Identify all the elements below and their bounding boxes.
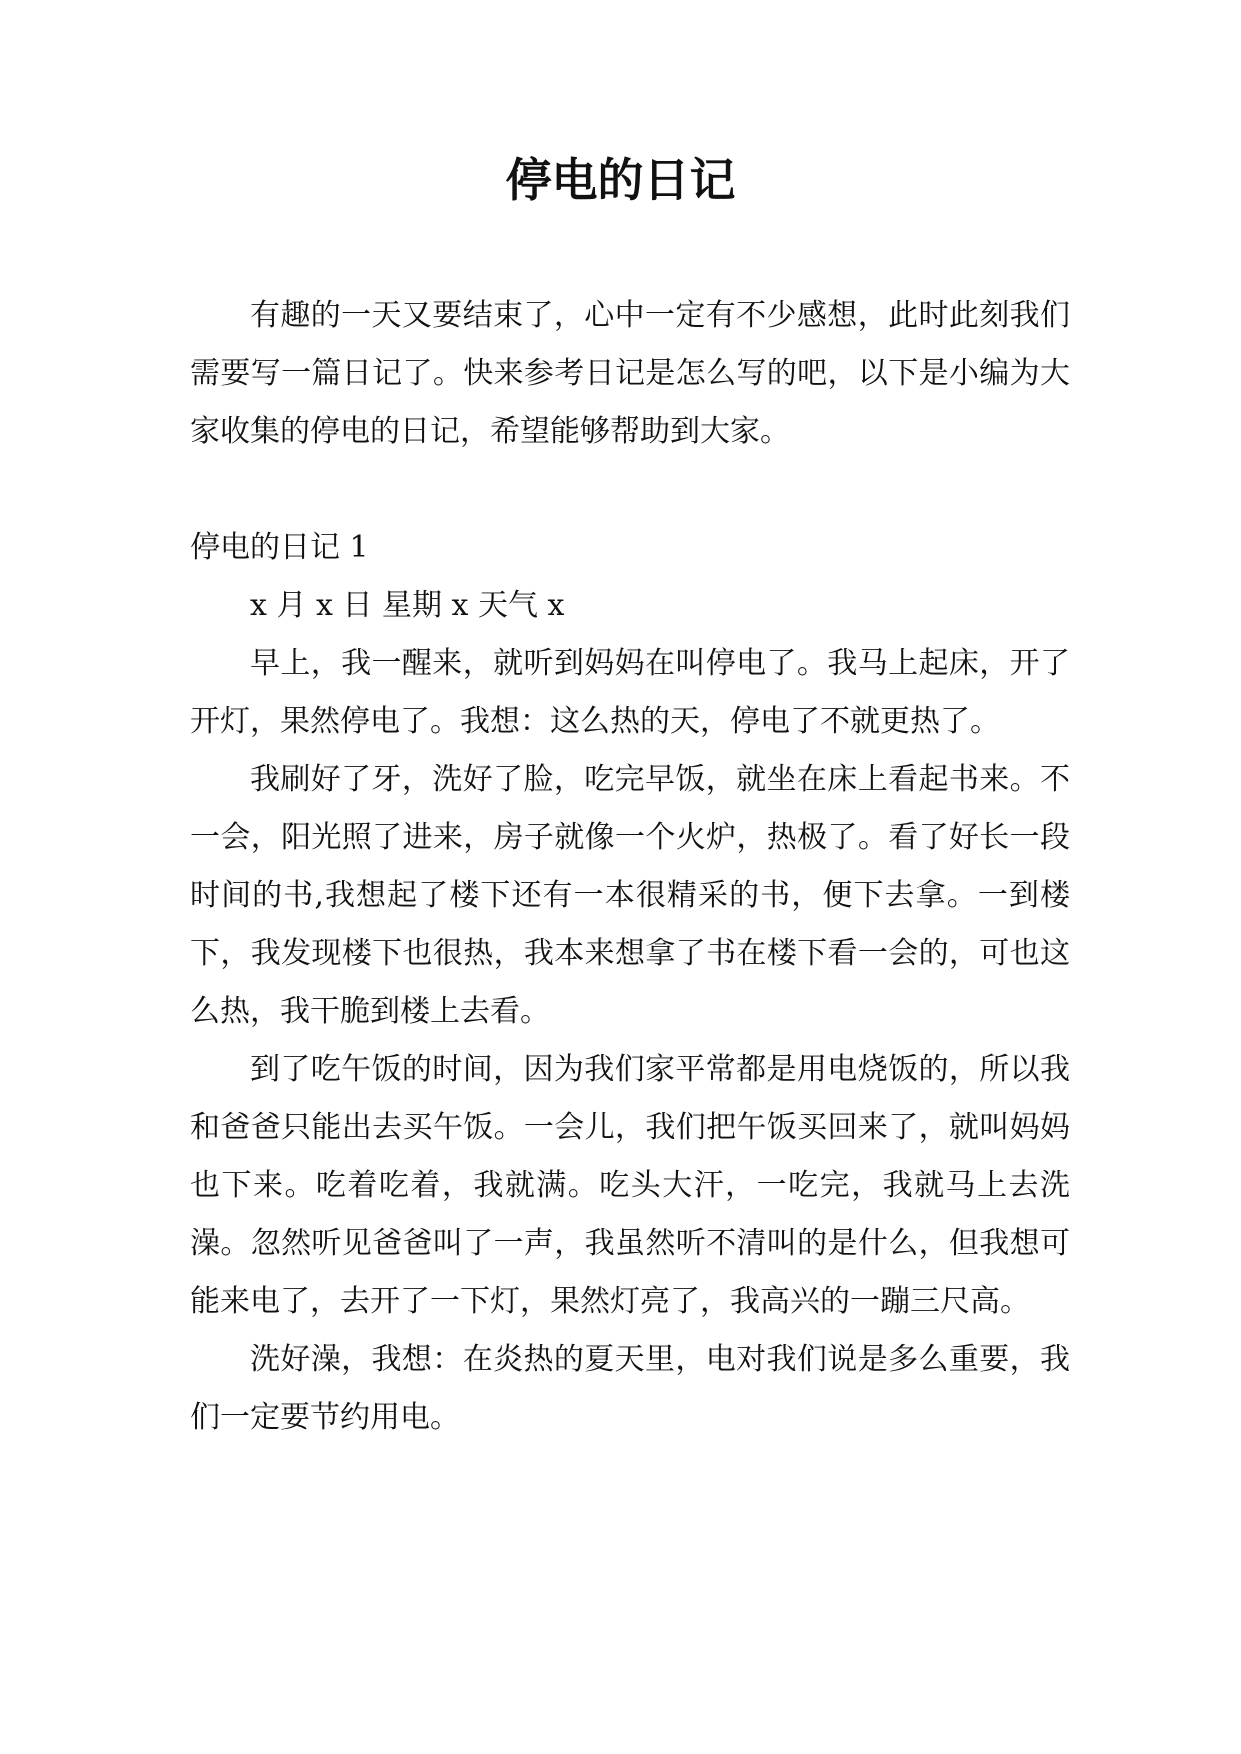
diary-paragraph: 我刷好了牙，洗好了脸，吃完早饭，就坐在床上看起书来。不一会，阳光照了进来，房子就像一个火炉，热极了。看了好长一段时间的书,我想起了楼下还有一本很精采的书，便下去拿。一到楼下，我发现楼下也很热，我本来想拿了书在楼下看一会的，可也这么热，我干脆到楼上去看。 bbox=[190, 762, 1070, 1029]
paragraph-gap bbox=[190, 461, 1070, 519]
diary-paragraph: 到了吃午饭的时间，因为我们家平常都是用电烧饭的，所以我和爸爸只能出去买午饭。一会儿，我们把午饭买回来了，就叫妈妈也下来。吃着吃着，我就满。吃头大汗，一吃完，我就马上去洗澡。忽然听见爸爸叫了一声，我虽然听不清叫的是什么，但我想可能来电了，去开了一下灯，果然灯亮了，我高兴的一蹦三尺高。 bbox=[190, 1052, 1070, 1319]
document-title: 停电的日记 bbox=[505, 153, 736, 207]
diary-paragraph: 早上，我一醒来，就听到妈妈在叫停电了。我马上起床，开了开灯，果然停电了。我想：这么热的天，停电了不就更热了。 bbox=[190, 646, 1070, 739]
diary-date-line: x 月 x 日 星期 x 天气 x bbox=[250, 588, 565, 623]
section-heading: 停电的日记 1 bbox=[190, 530, 369, 565]
document-body bbox=[190, 287, 1070, 1447]
intro-paragraph: 有趣的一天又要结束了，心中一定有不少感想，此时此刻我们需要写一篇日记了。快来参考日记是怎么写的吧，以下是小编为大家收集的停电的日记，希望能够帮助到大家。 bbox=[190, 298, 1070, 449]
diary-paragraph: 洗好澡，我想：在炎热的夏天里，电对我们说是多么重要，我们一定要节约用电。 bbox=[190, 1342, 1070, 1435]
